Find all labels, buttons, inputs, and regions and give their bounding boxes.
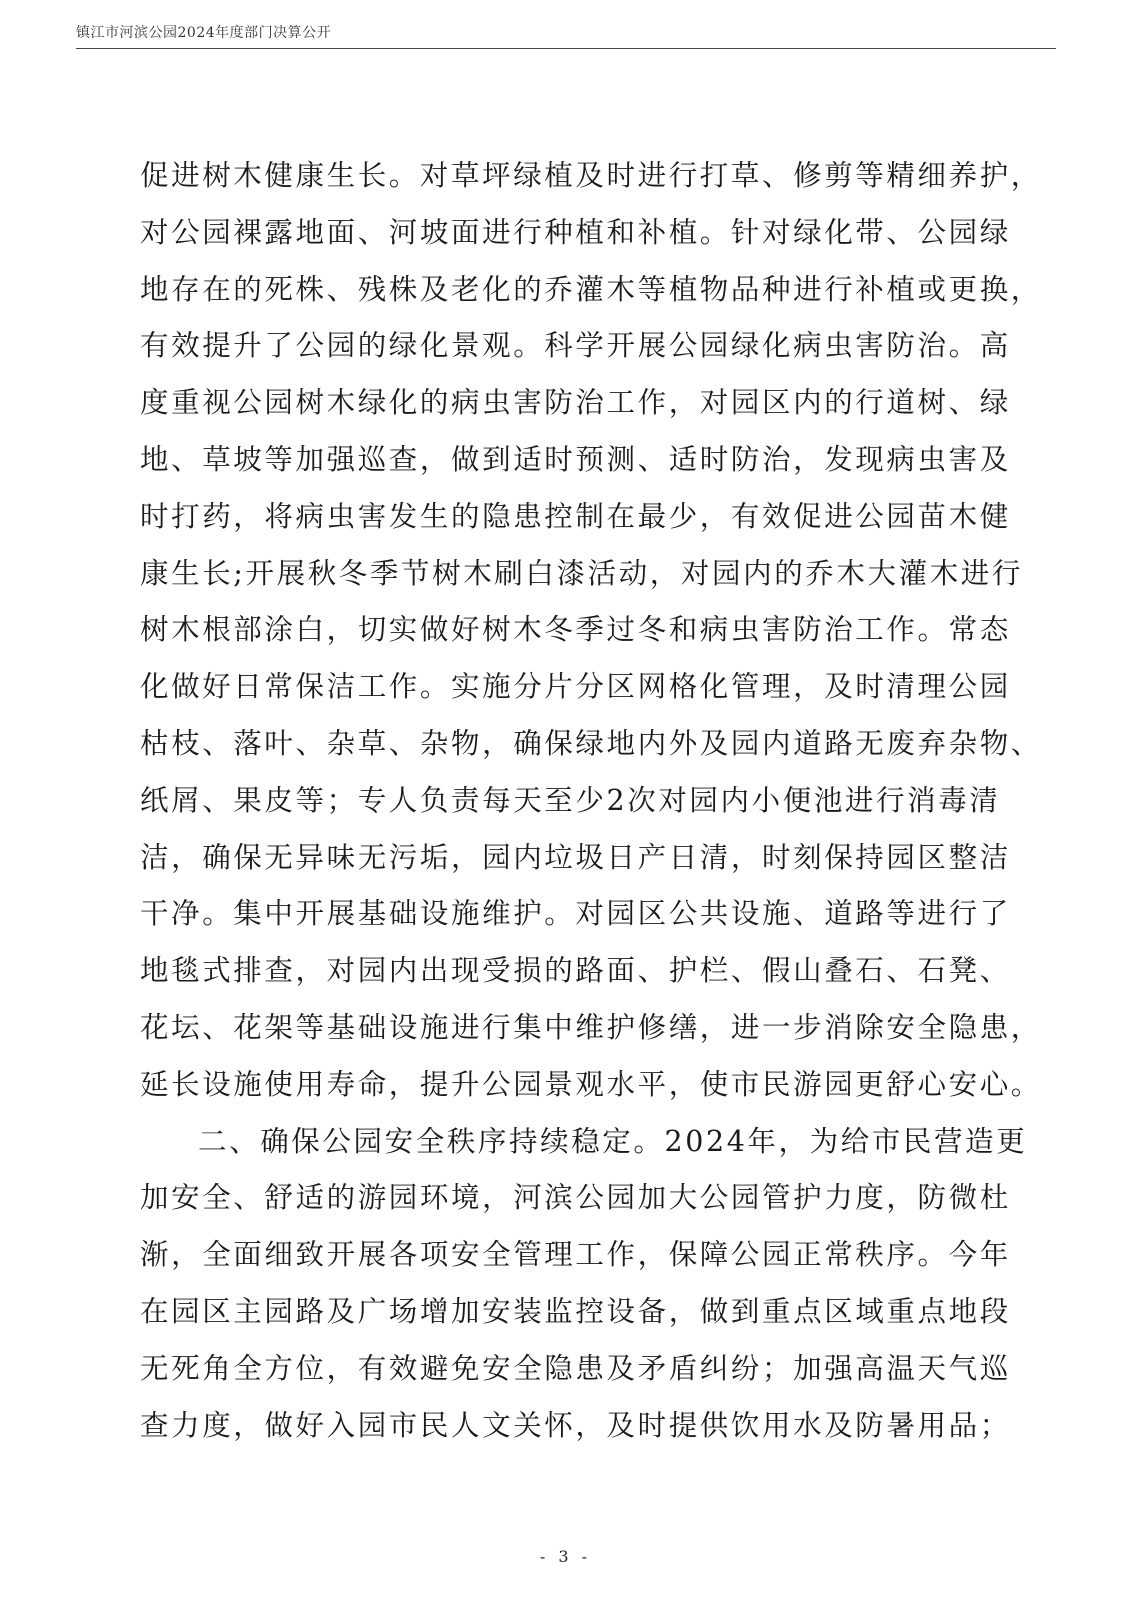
text-line: 化做好日常保洁工作。实施分片分区网格化管理，及时清理公园 [140, 670, 1011, 704]
text-line: 对公园裸露地面、河坡面进行种植和补植。针对绿化带、公园绿 [140, 215, 1011, 249]
header-title: 镇江市河滨公园2024年度部门决算公开 [76, 25, 332, 41]
text-line: 洁，确保无异味无污垢，园内垃圾日产日清，时刻保持园区整洁 [140, 840, 1011, 874]
page-header [76, 18, 1056, 49]
body-text [140, 148, 1042, 1454]
text-line: 地毯式排查，对园内出现受损的路面、护栏、假山叠石、石凳、 [140, 954, 1011, 988]
text-line: 延长设施使用寿命，提升公园景观水平，使市民游园更舒心安心。 [140, 1067, 1042, 1101]
text-line: 树木根部涂白，切实做好树木冬季过冬和病虫害防治工作。常态 [140, 613, 1011, 647]
page-number: - 3 - [539, 1547, 592, 1566]
text-line: 枯枝、落叶、杂草、杂物，确保绿地内外及园内道路无废弃杂物、 [140, 726, 1042, 760]
text-line: 度重视公园树木绿化的病虫害防治工作，对园区内的行道树、绿 [140, 386, 1011, 420]
text-line: 有效提升了公园的绿化景观。科学开展公园绿化病虫害防治。高 [140, 329, 1011, 363]
text-line: 渐，全面细致开展各项安全管理工作，保障公园正常秩序。今年 [140, 1238, 1011, 1272]
text-line: 康生长;开展秋冬季节树木刷白漆活动，对园内的乔木大灌木进行 [140, 556, 1024, 590]
text-line: 时打药，将病虫害发生的隐患控制在最少，有效促进公园苗木健 [140, 499, 1011, 533]
text-line: 干净。集中开展基础设施维护。对园区公共设施、道路等进行了 [140, 897, 1011, 931]
section-heading-line: 二、确保公园安全秩序持续稳定。2024年，为给市民营造更 [198, 1124, 1028, 1158]
text-line: 在园区主园路及广场增加安装监控设备，做到重点区域重点地段 [140, 1294, 1011, 1328]
text-line: 促进树木健康生长。对草坪绿植及时进行打草、修剪等精细养护， [140, 159, 1042, 192]
text-line: 地、草坡等加强巡查，做到适时预测、适时防治，发现病虫害及 [140, 442, 1011, 476]
text-line: 地存在的死株、残株及老化的乔灌木等植物品种进行补植或更换， [140, 272, 1042, 306]
text-line: 查力度，做好入园市民人文关怀，及时提供饮用水及防暑用品； [140, 1408, 1011, 1442]
text-line: 花坛、花架等基础设施进行集中维护修缮，进一步消除安全隐患， [140, 1010, 1042, 1044]
text-line: 纸屑、果皮等；专人负责每天至少2次对园内小便池进行消毒清 [140, 783, 1001, 817]
text-line: 无死角全方位，有效避免安全隐患及矛盾纠纷；加强高温天气巡 [140, 1351, 1011, 1385]
text-line: 加安全、舒适的游园环境，河滨公园加大公园管护力度，防微杜 [140, 1181, 1011, 1215]
